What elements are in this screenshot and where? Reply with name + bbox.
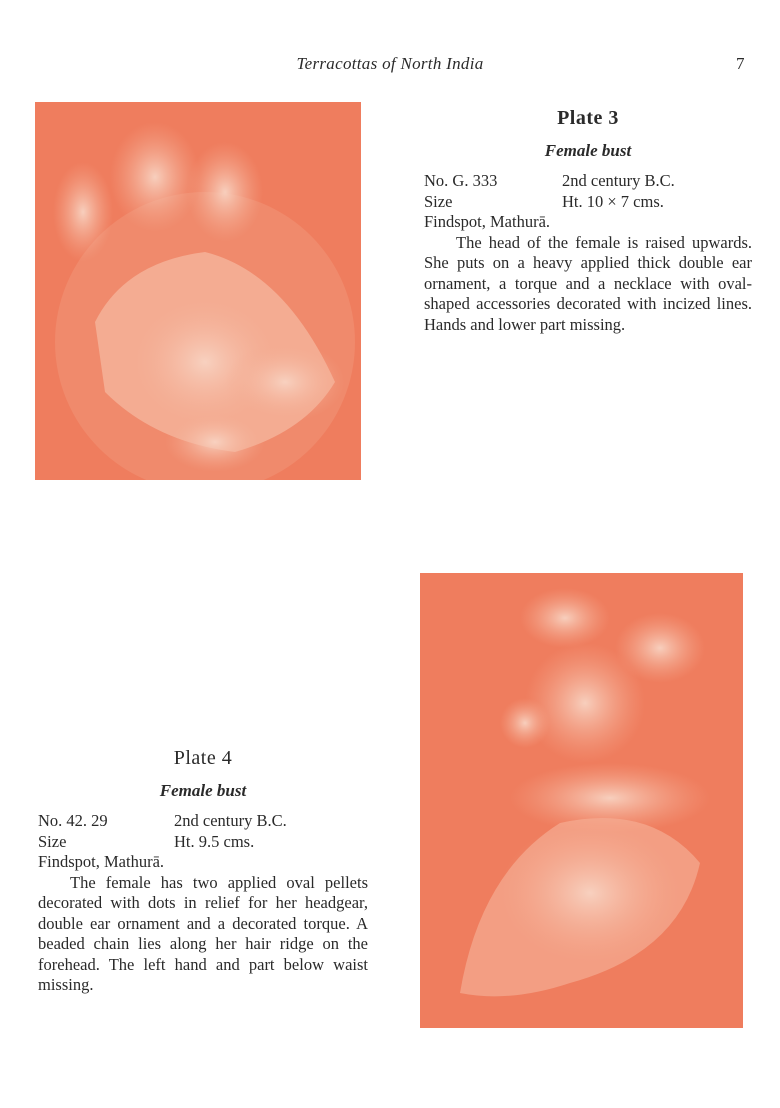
- catalogue-row: [38, 811, 368, 832]
- plate-title: Plate 3: [557, 107, 619, 129]
- date-value: 2nd century B.C.: [562, 171, 675, 190]
- running-head: Terracottas of North India: [296, 54, 484, 73]
- size-value: Ht. 10 × 7 cms.: [562, 191, 664, 211]
- size-value: Ht. 9.5 cms.: [174, 831, 255, 851]
- plate-subtitle: Female bust: [159, 780, 247, 800]
- page-number: 7: [736, 54, 745, 73]
- date-value: 2nd century B.C.: [174, 811, 287, 830]
- plate-title: Plate 4: [173, 747, 233, 769]
- plate-4-photograph: [420, 573, 743, 1028]
- plate-3-photograph: [35, 102, 361, 480]
- catalogue-row: [424, 171, 752, 192]
- size-label: Size: [424, 191, 453, 211]
- findspot: Findspot, Mathurā.: [424, 212, 551, 231]
- size-label: Size: [38, 831, 67, 851]
- size-row: [38, 832, 368, 853]
- plate-3-caption: [424, 108, 752, 335]
- catalogue-number: No. 42. 29: [38, 811, 108, 830]
- plate-4-caption: [38, 748, 368, 996]
- findspot: Findspot, Mathurā.: [38, 852, 165, 871]
- size-row: [424, 192, 752, 213]
- catalogue-number: No. G. 333: [424, 171, 498, 190]
- plate-description: The head of the female is raised upwards. She puts on a heavy applied thick double ear ornament, a torque and a necklace with oval-shaped accessories decorated with incized lines. Hands and lower part missing.: [424, 232, 752, 334]
- plate-subtitle: Female bust: [544, 140, 632, 160]
- plate-description: The female has two applied oval pellets decorated with dots in relief for her headgear, double ear ornament and a decorated torque. A beaded chain lies along her hair ridge on the forehead. The left hand and part below waist missing.: [38, 872, 368, 994]
